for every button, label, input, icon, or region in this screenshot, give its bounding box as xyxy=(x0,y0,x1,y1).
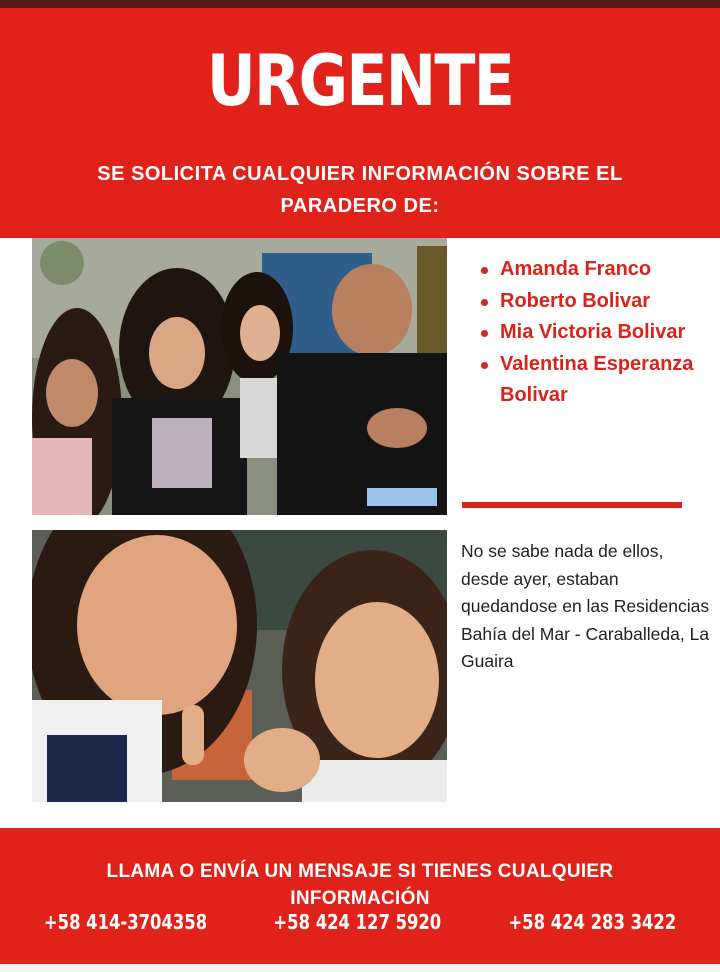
family-group-photo xyxy=(32,238,447,515)
situation-description: No se sabe nada de ellos, desde ayer, estaban quedandose en las Residencias Bahía del Mar - Caraballeda, La Guaira xyxy=(461,541,710,671)
missing-person-item: Valentina Esperanza Bolivar xyxy=(478,349,708,412)
header-banner xyxy=(0,8,720,238)
phone-number[interactable]: +58 424 283 3422 xyxy=(507,910,676,934)
call-to-action: LLAMA O ENVÍA UN MENSAJE SI TIENES CUALQUIER INFORMACIÓN xyxy=(106,861,614,909)
top-border xyxy=(0,0,720,8)
phone-number[interactable]: +58 414-3704358 xyxy=(43,910,207,934)
phone-numbers xyxy=(0,910,720,934)
poster-title: URGENTE xyxy=(206,40,514,122)
girls-selfie-photo xyxy=(32,530,447,802)
missing-persons-list xyxy=(478,254,708,412)
bottom-border xyxy=(0,964,720,972)
missing-person-item: Roberto Bolivar xyxy=(478,286,708,318)
poster-subtitle: SE SOLICITA CUALQUIER INFORMACIÓN SOBRE EL PARADERO DE: xyxy=(97,163,623,217)
missing-person-item: Mia Victoria Bolivar xyxy=(478,317,708,349)
phone-number[interactable]: +58 424 127 5920 xyxy=(273,910,442,934)
missing-person-item: Amanda Franco xyxy=(478,254,708,286)
red-divider xyxy=(462,502,682,508)
footer-banner xyxy=(0,828,720,964)
